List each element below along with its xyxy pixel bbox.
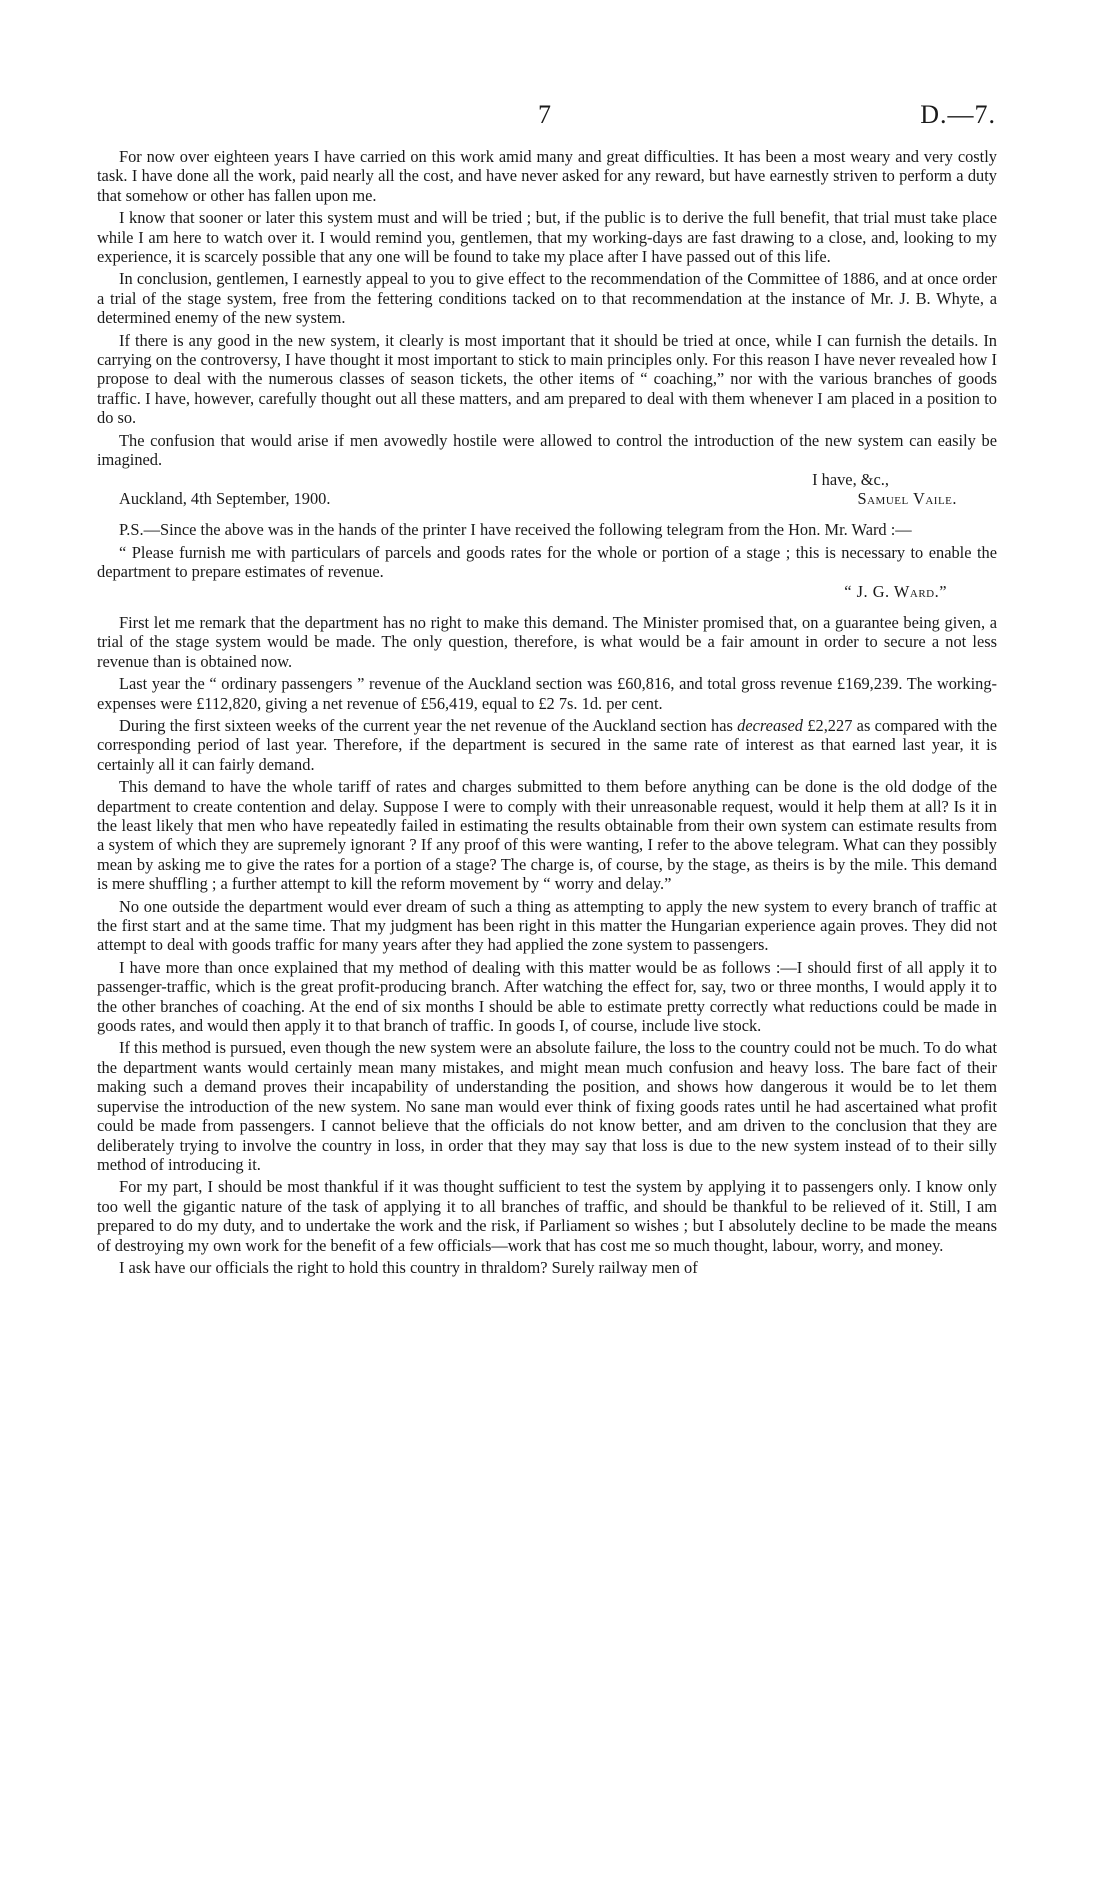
letter-paragraph-2: I know that sooner or later this system must and will be tried ; but, if the public is to derive the full benefit, that trial must take place while I am here to watch over it. I would remind you, gentlemen, that my working-days are fast drawing to a close, and, looking to my experience, it is scarcely possible that any one will be found to take my place after I have passed out of this life. [97,208,997,267]
signature: Samuel Vaile. [857,488,957,508]
page-header [0,100,1114,130]
postscript-paragraph-4: This demand to have the whole tariff of rates and charges submitted to them before anything can be done is the old dodge of the department to create contention and delay. Suppose I were to comply with their unreasonable request, would it help them at all? Is it in the least likely that men who have repeatedly failed in estimating the results obtainable from their own system can estimate results from a system of which they are supremely ignorant ? If any proof of this were wanting, I refer to the above telegram. What can they possibly mean by asking me to give the rates for a portion of a stage? The charge is, of course, by the stage, as theirs is by the mile. This demand is mere shuffling ; a further attempt to kill the reform movement by “ worry and delay.” [97,777,997,894]
page-number: 7 [538,100,551,129]
letter-paragraph-1: For now over eighteen years I have carried on this work amid many and great difficulties. It has been a most weary and very costly task. I have done all the work, paid nearly all the cost, and have never asked for any reward, but have earnestly striven to perform a duty that somehow or other has fallen upon me. [97,147,997,205]
telegram-signoff: “ J. G. Ward.” [844,581,947,601]
letter-paragraph-5: The confusion that would arise if men avowedly hostile were allowed to control the introduction of the new system can easily be imagined. [97,430,997,470]
body-text [97,147,997,1277]
signature-row [97,489,997,508]
postscript-paragraph-1: First let me remark that the department has no right to make this demand. The Minister promised that, on a guarantee being given, a trial of the stage system would be made. The only question, therefore, is what would be a fair amount in order to secure a not less revenue than is obtained now. [97,612,997,671]
postscript-paragraph-7: If this method is pursued, even though the new system were an absolute failure, the loss to the country could not be much. To do what the department wants would certainly mean many mistakes, and might mean much confusion and heavy loss. The bare fact of their making such a demand proves their incapability of understanding the position, and shows how dangerous it would be to let them supervise the introduction of the new system. No sane man would ever think of fixing goods rates until he had ascertained what profit could be made from passengers. I cannot believe that the officials do not know better, and am driven to the conclusion that they are deliberately trying to involve the country in loss, in order that they may say that loss is due to the new system instead of to their silly method of introducing it. [97,1038,997,1174]
postscript-paragraph-3 [97,716,997,774]
postscript-intro: P.S.—Since the above was in the hands of the printer I have received the following telegram from the Hon. Mr. Ward :— [119,520,912,540]
emphasis-decreased: decreased [737,715,804,735]
closing-formula: I have, &c., [812,469,889,489]
closing-row [97,470,997,489]
letter-paragraph-3: In conclusion, gentlemen, I earnestly appeal to you to give effect to the recommendation of the Committee of 1886, and at once order a trial of the stage system, free from the fettering conditions tacked on to that recommendation at the instance of Mr. J. B. Whyte, a determined enemy of the new system. [97,269,997,328]
telegram-text: “ Please furnish me with particulars of parcels and goods rates for the whole or portion of a stage ; this is necessary to enable the department to prepare estimates of revenue. [97,542,997,582]
postscript-paragraph-5: No one outside the department would ever dream of such a thing as attempting to apply the new system to every branch of traffic at the first start and at the same time. That my judgment has been right in this matter the Hungarian experience again proves. They did not attempt to deal with goods traffic for many years after they had applied the zone system to passengers. [97,896,997,955]
document-reference: D.—7. [920,100,996,129]
postscript-paragraph-9: I ask have our officials the right to hold this country in thraldom? Surely railway men of [119,1257,698,1277]
postscript-paragraph-6: I have more than once explained that my method of dealing with this matter would be as follows :—I should first of all apply it to passenger-traffic, which is the great profit-producing branch. After watching the effect for, say, two or three months, I would apply it to the other branches of coaching. At the end of six months I should be able to estimate pretty correctly what reductions could be made in goods rates, and would then apply it to that branch of traffic. In goods I, of course, include live stock. [97,957,997,1036]
place-date: Auckland, 4th September, 1900. [119,488,331,508]
postscript-paragraph-8: For my part, I should be most thankful if it was thought sufficient to test the system by applying it to passengers only. I know only too well the gigantic nature of the task of applying it to all branches of traffic, and should be thankful to be relieved of it. Still, I am prepared to do my duty, and to undertake the work and the risk, if Parliament so wishes ; but I absolutely decline to be made the means of destroying my own work for the benefit of a few officials—work that has cost me so much thought, labour, worry, and money. [97,1177,997,1255]
letter-paragraph-4: If there is any good in the new system, it clearly is most important that it should be tried at once, while I can furnish the details. In carrying on the controversy, I have thought it most important to stick to main principles only. For this reason I have never revealed how I propose to deal with the numerous classes of season tickets, the other items of “ coaching,” nor with the various branches of goods traffic. I have, however, carefully thought out all these matters, and am prepared to deal with them whenever I am placed in a position to do so. [97,330,997,428]
paragraph-3-start: During the first sixteen weeks of the current year the net revenue of the Auckland section has [119,715,733,735]
postscript-paragraph-2: Last year the “ ordinary passengers ” revenue of the Auckland section was £60,816, and total gross revenue £169,239. The working-expenses were £112,820, giving a net revenue of £56,419, equal to £2 7s. 1d. per cent. [97,674,997,713]
paragraph-3-end: £2,227 as compared with the corresponding period of last year. Therefore, if the department is secured in the same rate of interest as that earned last year, it is certainly all it can fairly demand. [97,715,997,774]
